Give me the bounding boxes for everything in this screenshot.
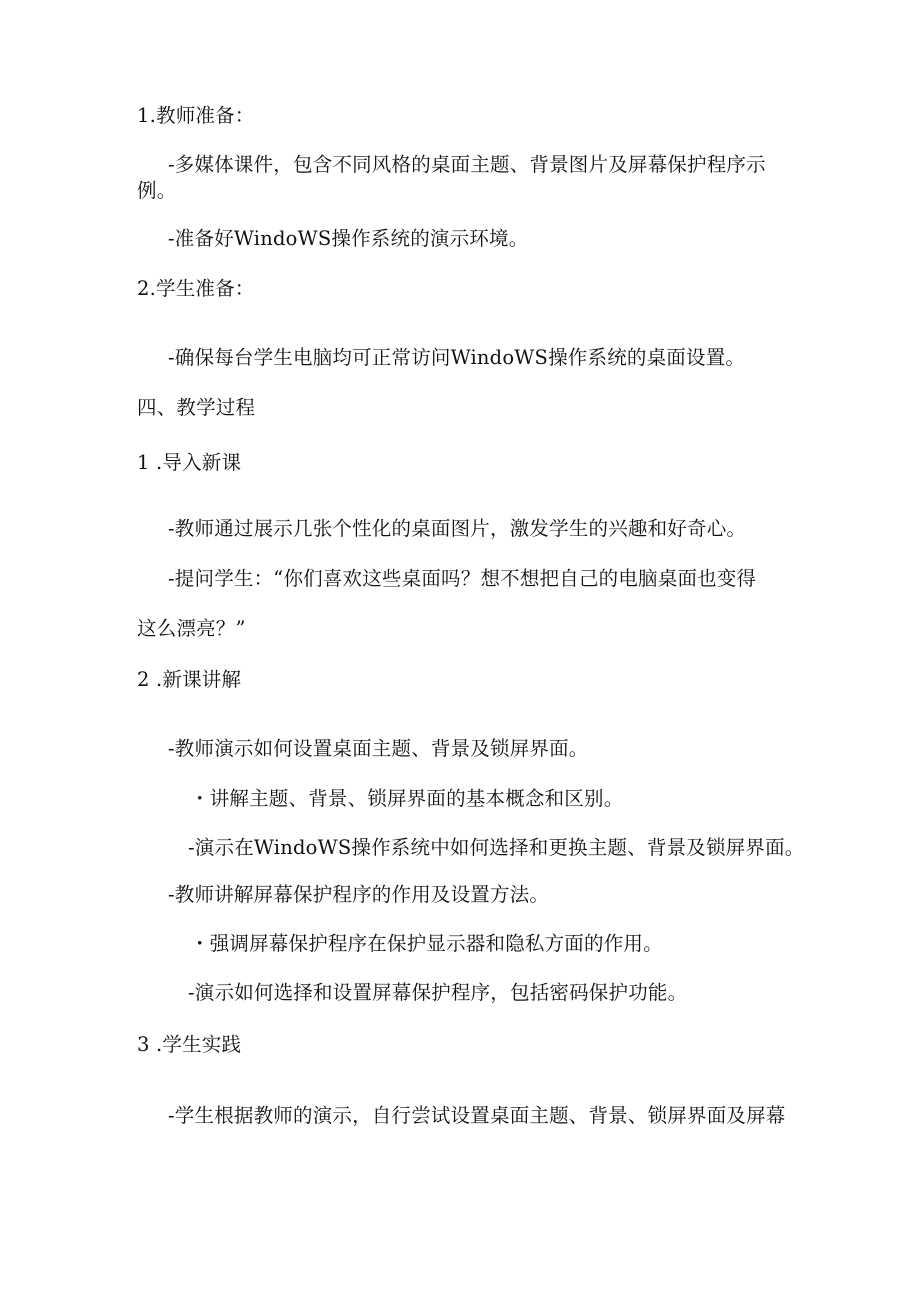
paragraph-demo-screensaver: -演示如何选择和设置屏幕保护程序，包括密码保护功能。 xyxy=(188,981,688,1004)
paragraph-question-cont: 这么漂亮？” xyxy=(137,617,246,640)
heading-teacher-prep: 1.教师准备： xyxy=(137,104,255,127)
paragraph-screensaver: -教师讲解屏幕保护程序的作用及设置方法。 xyxy=(168,883,550,906)
heading-intro: 1 .导入新课 xyxy=(137,451,242,474)
paragraph-courseware: -多媒体课件，包含不同风格的桌面主题、背景图片及屏幕保护程序示 xyxy=(168,153,766,176)
paragraph-student-try: -学生根据教师的演示，自行尝试设置桌面主题、背景、锁屏界面及屏幕 xyxy=(168,1104,786,1127)
bullet-concepts: ・讲解主题、背景、锁屏界面的基本概念和区别。 xyxy=(190,787,624,810)
heading-practice: 3 .学生实践 xyxy=(137,1033,242,1056)
paragraph-student-access: -确保每台学生电脑均可正常访问WindoWS操作系统的桌面设置。 xyxy=(168,346,746,369)
paragraph-question: -提问学生：“你们喜欢这些桌面吗？想不想把自己的电脑桌面也变得 xyxy=(168,567,757,590)
paragraph-courseware-cont: 例。 xyxy=(137,179,177,202)
paragraph-demo-theme: -教师演示如何设置桌面主题、背景及锁屏界面。 xyxy=(168,737,589,760)
paragraph-show-desktops: -教师通过展示几张个性化的桌面图片，激发学生的兴趣和好奇心。 xyxy=(168,517,747,540)
heading-student-prep: 2.学生准备： xyxy=(137,277,255,300)
paragraph-demo-env: -准备好WindoWS操作系统的演示环境。 xyxy=(168,227,529,250)
heading-new-lesson: 2 .新课讲解 xyxy=(137,668,242,691)
paragraph-demo-change: -演示在WindoWS操作系统中如何选择和更换主题、背景及锁屏界面。 xyxy=(188,836,805,859)
heading-teaching-process: 四、教学过程 xyxy=(137,396,256,419)
bullet-screensaver-role: ・强调屏幕保护程序在保护显示器和隐私方面的作用。 xyxy=(190,932,663,955)
